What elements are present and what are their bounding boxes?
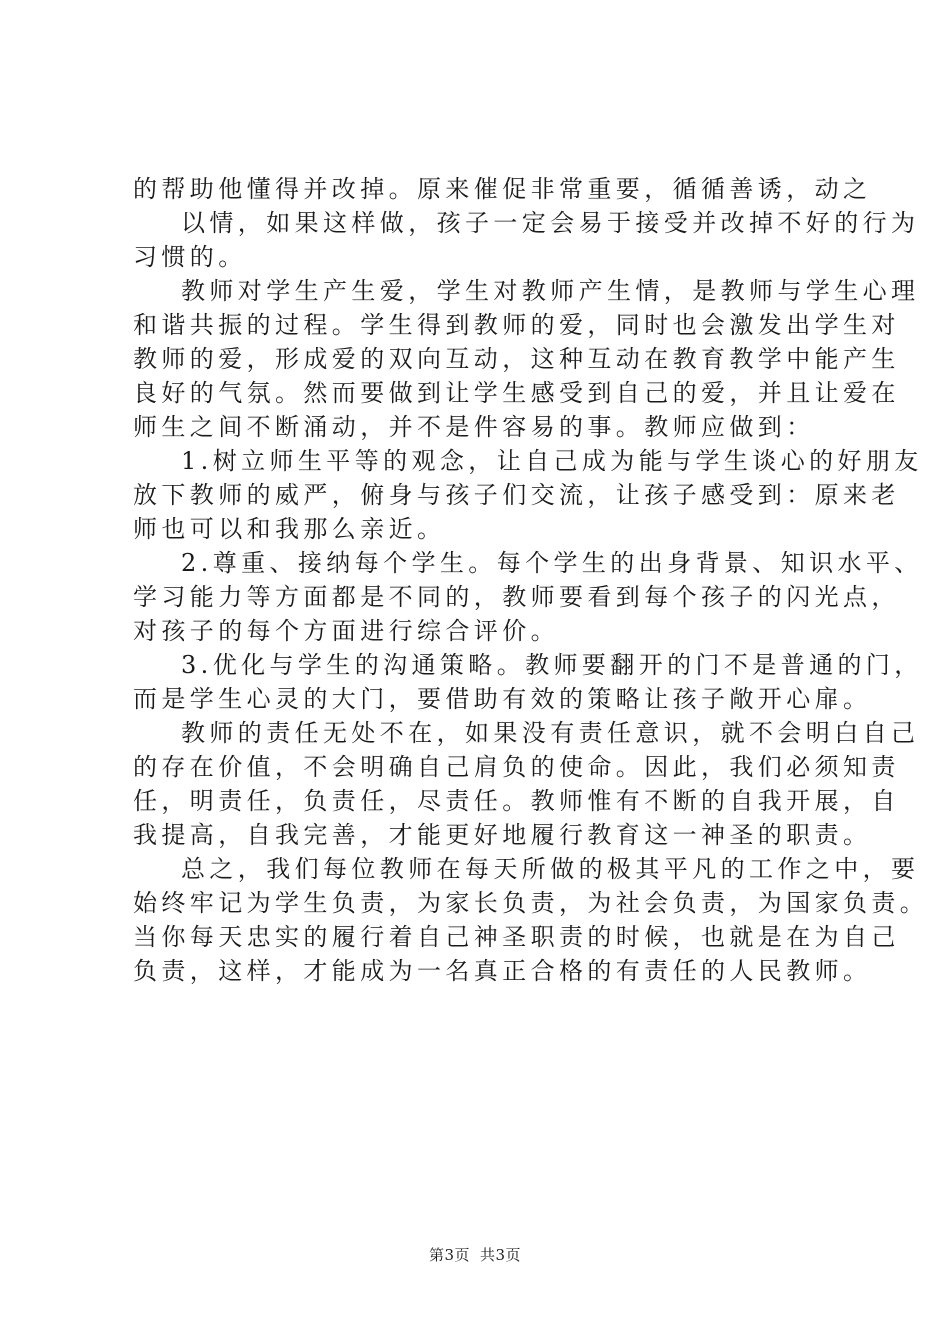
- text-line: 始终牢记为学生负责，为家长负责，为社会负责，为国家负责。: [133, 889, 929, 917]
- text-line: 的存在价值，不会明确自己肩负的使命。因此，我们必须知责: [133, 753, 900, 781]
- text-line: 负责，这样，才能成为一名真正合格的有责任的人民教师。: [133, 957, 872, 985]
- text-line: 以情，如果这样做，孩子一定会易于接受并改掉不好的行为: [181, 209, 920, 237]
- text-line: 教师的责任无处不在，如果没有责任意识，就不会明白自己: [181, 719, 920, 747]
- text-line: 任，明责任，负责任，尽责任。教师惟有不断的自我开展，自: [133, 787, 900, 815]
- text-line: 师生之间不断涌动，并不是件容易的事。教师应做到：: [133, 413, 815, 441]
- text-line: 学习能力等方面都是不同的，教师要看到每个孩子的闪光点，: [133, 583, 900, 611]
- text-line: 1.树立师生平等的观念，让自己成为能与学生谈心的好朋友: [181, 447, 923, 475]
- text-line: 3.优化与学生的沟通策略。教师要翻开的门不是普通的门，: [181, 651, 923, 679]
- text-line: 我提高，自我完善，才能更好地履行教育这一神圣的职责。: [133, 821, 872, 849]
- text-line: 的帮助他懂得并改掉。原来催促非常重要，循循善诱，动之: [133, 175, 872, 203]
- page-number: 第3页: [428, 1246, 470, 1264]
- text-line: 良好的气氛。然而要做到让学生感受到自己的爱，并且让爱在: [133, 379, 900, 407]
- text-line: 和谐共振的过程。学生得到教师的爱，同时也会激发出学生对: [133, 311, 900, 339]
- text-line: 放下教师的威严，俯身与孩子们交流，让孩子感受到：原来老: [133, 481, 900, 509]
- text-line: 而是学生心灵的大门，要借助有效的策略让孩子敞开心扉。: [133, 685, 872, 713]
- text-line: 习惯的。: [133, 243, 247, 271]
- text-line: 教师的爱，形成爱的双向互动，这种互动在教育教学中能产生: [133, 345, 900, 373]
- text-line: 当你每天忠实的履行着自己神圣职责的时候，也就是在为自己: [133, 923, 900, 951]
- text-line: 总之，我们每位教师在每天所做的极其平凡的工作之中，要: [181, 855, 920, 883]
- text-line: 师也可以和我那么亲近。: [133, 515, 446, 543]
- document-body: [133, 172, 929, 988]
- text-line: 教师对学生产生爱，学生对教师产生情，是教师与学生心理: [181, 277, 920, 305]
- text-line: 对孩子的每个方面进行综合评价。: [133, 617, 559, 645]
- page-footer: [0, 1244, 950, 1265]
- page-total: 共3页: [480, 1246, 522, 1264]
- text-line: 2.尊重、接纳每个学生。每个学生的出身背景、知识水平、: [181, 549, 923, 577]
